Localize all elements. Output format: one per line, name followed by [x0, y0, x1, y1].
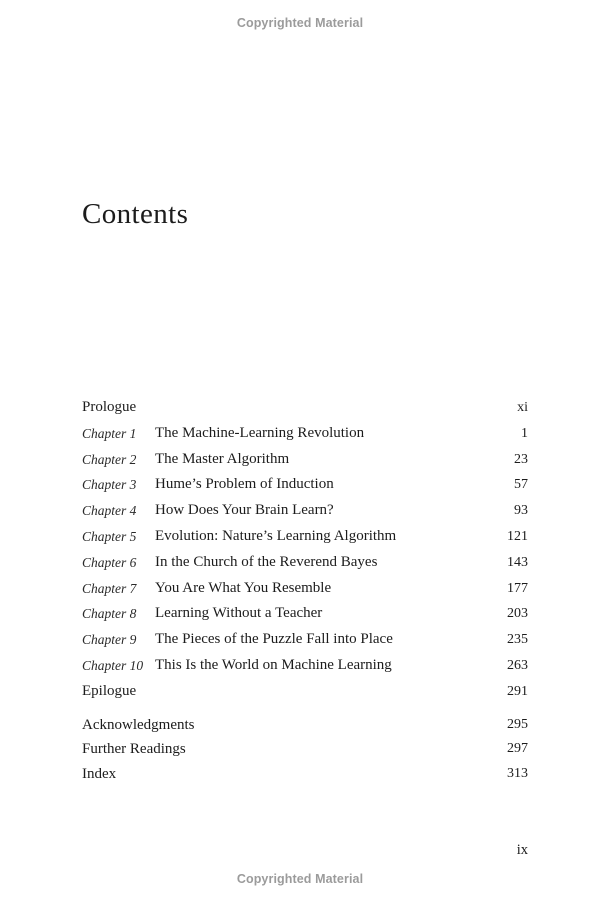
toc-page-number: 313 [507, 765, 528, 781]
toc-page-number: 1 [521, 425, 528, 441]
toc-entry-chapter-9[interactable] [82, 627, 528, 653]
toc-entry-chapter-4[interactable] [82, 498, 528, 524]
copyright-watermark-top: Copyrighted Material [236, 16, 364, 30]
chapter-label: Chapter 7 [82, 580, 137, 596]
toc-page-number: 143 [507, 554, 528, 570]
page-title: Contents [82, 198, 189, 230]
toc-page-number: 93 [514, 503, 528, 519]
toc-entry-chapter-6[interactable] [82, 550, 528, 576]
toc-entry-chapter-10[interactable] [82, 653, 528, 679]
toc-entry-title: Index [82, 765, 117, 782]
toc-entry-title: This Is the World on Machine Learning [155, 656, 392, 673]
chapter-label: Chapter 8 [82, 606, 137, 622]
toc-page-number: 121 [507, 528, 528, 544]
toc-entry-title: In the Church of the Reverend Bayes [155, 553, 378, 570]
copyright-watermark-bottom: Copyrighted Material [236, 872, 364, 886]
toc-entry-title: Prologue [82, 399, 137, 415]
chapter-label: Chapter 9 [82, 632, 137, 648]
chapter-label: Chapter 1 [82, 425, 137, 441]
toc-page-number: 291 [507, 683, 528, 699]
chapter-label: Chapter 3 [82, 477, 137, 493]
toc-entry-title: Epilogue [82, 682, 137, 699]
toc-page-number: 203 [507, 606, 528, 622]
toc-page-number: 235 [507, 632, 528, 648]
table-of-contents [82, 395, 528, 786]
chapter-label: Chapter 2 [82, 451, 137, 467]
toc-page-number: 23 [514, 451, 528, 467]
toc-entry-title: You Are What You Resemble [155, 579, 332, 596]
toc-entry-title: Learning Without a Teacher [155, 605, 323, 622]
toc-page-number: 295 [507, 716, 528, 732]
chapter-label: Chapter 10 [82, 657, 144, 673]
toc-page-number: xi [517, 400, 528, 415]
chapter-label: Chapter 6 [82, 554, 137, 570]
toc-entry-title: Acknowledgments [82, 716, 195, 733]
chapter-label: Chapter 5 [82, 528, 137, 544]
toc-entry-chapter-2[interactable] [82, 447, 528, 473]
toc-page-number: 177 [507, 580, 528, 596]
toc-entry-further-readings[interactable] [82, 737, 528, 762]
toc-entry-title: Hume’s Problem of Induction [155, 476, 334, 493]
page-folio-number: ix [516, 842, 528, 858]
toc-entry-acknowledgments[interactable] [82, 713, 528, 738]
toc-page-number: 57 [514, 477, 528, 493]
toc-entry-title: Evolution: Nature’s Learning Algorithm [155, 527, 397, 544]
toc-entry-chapter-1[interactable] [82, 421, 528, 447]
toc-entry-title: The Pieces of the Puzzle Fall into Place [155, 631, 393, 648]
toc-page-number: 263 [507, 657, 528, 673]
toc-entry-prologue[interactable] [82, 395, 528, 421]
toc-entry-chapter-7[interactable] [82, 576, 528, 602]
toc-entry-title: The Master Algorithm [155, 450, 290, 467]
toc-entry-title: The Machine-Learning Revolution [155, 424, 365, 441]
toc-entry-index[interactable] [82, 762, 528, 787]
toc-entry-chapter-3[interactable] [82, 472, 528, 498]
toc-entry-chapter-8[interactable] [82, 601, 528, 627]
toc-entry-epilogue[interactable] [82, 679, 528, 705]
toc-page-number: 297 [507, 741, 528, 757]
toc-entry-chapter-5[interactable] [82, 524, 528, 550]
chapter-label: Chapter 4 [82, 503, 137, 519]
toc-entry-title: How Does Your Brain Learn? [155, 502, 334, 519]
toc-entry-title: Further Readings [82, 741, 186, 758]
